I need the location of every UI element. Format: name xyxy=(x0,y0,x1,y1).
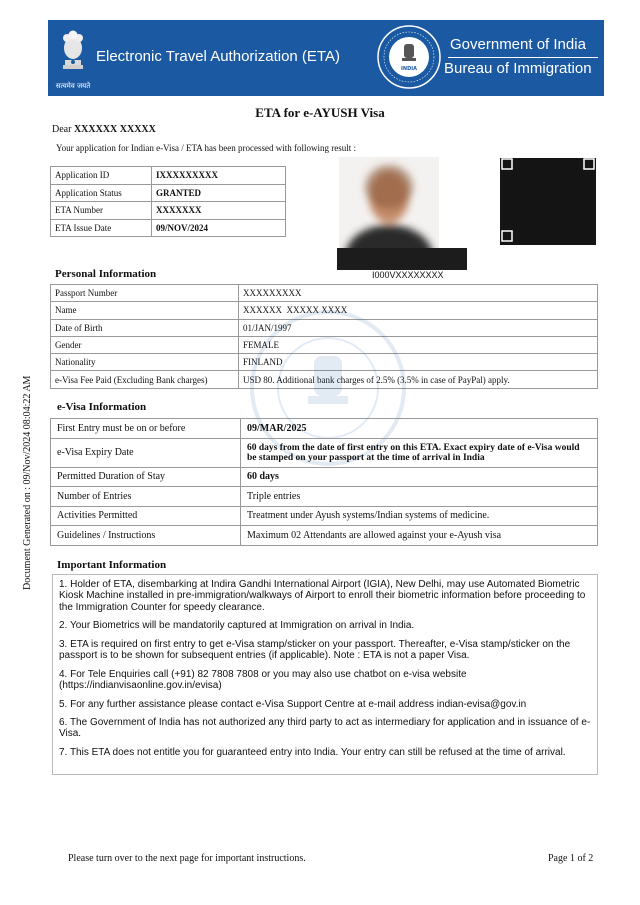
eta-number-value: XXXXXXX xyxy=(152,202,286,220)
table-row xyxy=(51,467,598,487)
application-status-label: Application Status xyxy=(51,184,152,202)
activities-label: Activities Permitted xyxy=(51,506,241,526)
table-row xyxy=(51,336,598,353)
fee-value: USD 80. Additional bank charges of 2.5% (3.5% in case of PayPal) apply. xyxy=(239,371,598,388)
table-row xyxy=(51,302,598,319)
table-row xyxy=(51,419,598,439)
table-row xyxy=(51,371,598,388)
national-emblem-icon xyxy=(56,26,90,90)
eta-issue-date-value: 09/NOV/2024 xyxy=(152,219,286,237)
photo-id-number: I000VXXXXXXXX xyxy=(372,270,444,280)
qr-code-icon xyxy=(500,155,596,245)
table-row xyxy=(51,167,286,185)
activities-value: Treatment under Ayush systems/Indian systems of medicine. xyxy=(241,506,598,526)
name-value: XXXXXX XXXXX XXXX xyxy=(239,302,598,319)
important-item-4: 4. For Tele Enquiries call (+91) 82 7808 7808 or you may also use chatbot on e-visa website (https://indianvisaonline.gov.in/evisa) xyxy=(59,668,467,691)
personal-info-table xyxy=(50,284,598,389)
personal-info-heading: Personal Information xyxy=(55,268,157,280)
table-row xyxy=(51,202,286,220)
photo-redaction-bar xyxy=(337,248,467,270)
nationality-value: FINLAND xyxy=(239,354,598,371)
important-item-3: 3. ETA is required on first entry to get e-Visa stamp/sticker on your passport. Thereafter, e-Visa stamp/sticker on the passport is to be shown for subsequent entries (if applicable). Note : ETA is not a paper Visa. xyxy=(59,638,571,662)
first-entry-label: First Entry must be on or before xyxy=(51,419,241,439)
table-row xyxy=(51,487,598,507)
evisa-info-table xyxy=(50,418,598,546)
first-entry-value: 09/MAR/2025 xyxy=(241,419,598,439)
table-row xyxy=(51,285,598,302)
evisa-info-heading: e-Visa Information xyxy=(57,401,147,413)
dob-label: Date of Birth xyxy=(51,319,239,336)
application-status-value: GRANTED xyxy=(152,184,286,202)
dob-value: 01/JAN/1997 xyxy=(239,319,598,336)
national-motto: सत्यमेव जयते xyxy=(55,82,91,90)
nationality-label: Nationality xyxy=(51,354,239,371)
generated-label: Document Generated on : xyxy=(22,484,33,590)
gov-line1: Government of India xyxy=(450,36,586,53)
name-label: Name xyxy=(51,302,239,319)
table-row xyxy=(51,526,598,546)
duration-label: Permitted Duration of Stay xyxy=(51,467,241,487)
document-title: ETA for e-AYUSH Visa xyxy=(255,105,385,120)
eta-number-label: ETA Number xyxy=(51,202,152,220)
intro-text: Your application for Indian e-Visa / ETA has been processed with following result : xyxy=(56,143,357,153)
gender-value: FEMALE xyxy=(239,336,598,353)
application-id-value: IXXXXXXXXX xyxy=(152,167,286,185)
entries-value: Triple entries xyxy=(241,487,598,507)
applicant-name: XXXXXX XXXXX xyxy=(73,124,156,135)
header-banner xyxy=(48,20,604,96)
guidelines-label: Guidelines / Instructions xyxy=(51,526,241,546)
greeting xyxy=(52,124,156,135)
table-row xyxy=(51,506,598,526)
guidelines-value: Maximum 02 Attendants are allowed against your e-Ayush visa xyxy=(241,526,598,546)
expiry-date-label: e-Visa Expiry Date xyxy=(51,438,241,467)
expiry-date-value: 60 days from the date of first entry on this ETA. Exact expiry date of e-Visa would be stamped on your passport at the time of arrival in India xyxy=(241,438,598,467)
gov-divider xyxy=(448,57,598,58)
immigration-seal-icon xyxy=(376,24,442,90)
applicant-photo xyxy=(339,157,439,257)
important-item-6: 6. The Government of India has not authorized any third party to act as intermediary for application and in issuance of e-Visa. xyxy=(59,717,591,740)
table-row xyxy=(51,319,598,336)
important-item-1: 1. Holder of ETA, disembarking at Indira Gandhi International Airport (IGIA), New Delhi, may use Automated Biometric Kiosk Machine installed in pre-immigration/walkways of Airport to enroll their biometric information before proceeding to the Immigration Counter for speedy clearance. xyxy=(59,579,586,613)
duration-value: 60 days xyxy=(241,467,598,487)
table-row xyxy=(51,354,598,371)
entries-label: Number of Entries xyxy=(51,487,241,507)
table-row xyxy=(51,184,286,202)
footer-note: Please turn over to the next page for important instructions. xyxy=(68,853,306,864)
important-info-heading: Important Information xyxy=(57,559,167,571)
banner-title: Electronic Travel Authorization (ETA) xyxy=(96,48,340,65)
seal-center-text: INDIA xyxy=(401,66,417,72)
important-info-box xyxy=(52,574,598,775)
eta-issue-date-label: ETA Issue Date xyxy=(51,219,152,237)
passport-number-value: XXXXXXXXX xyxy=(239,285,598,302)
table-row xyxy=(51,219,286,237)
page-number: Page 1 of 2 xyxy=(548,853,594,864)
gender-label: Gender xyxy=(51,336,239,353)
important-item-5: 5. For any further assistance please contact e-Visa Support Centre at e-mail address indian-evisa@gov.in xyxy=(59,698,527,710)
application-id-label: Application ID xyxy=(51,167,152,185)
important-item-2: 2. Your Biometrics will be mandatorily captured at Immigration on arrival in India. xyxy=(59,620,415,632)
passport-number-label: Passport Number xyxy=(51,285,239,302)
generated-timestamp xyxy=(22,376,33,590)
gov-line2: Bureau of Immigration xyxy=(444,60,592,77)
greeting-prefix: Dear xyxy=(52,124,74,135)
generated-value: 09/Nov/2024 08:04:22 AM xyxy=(22,375,33,485)
table-row xyxy=(51,438,598,467)
important-item-7: 7. This ETA does not entitle you for guaranteed entry into India. Your entry can still be refused at the time of arrival. xyxy=(59,747,566,759)
fee-label: e-Visa Fee Paid (Excluding Bank charges) xyxy=(51,371,239,388)
application-table xyxy=(50,166,286,237)
